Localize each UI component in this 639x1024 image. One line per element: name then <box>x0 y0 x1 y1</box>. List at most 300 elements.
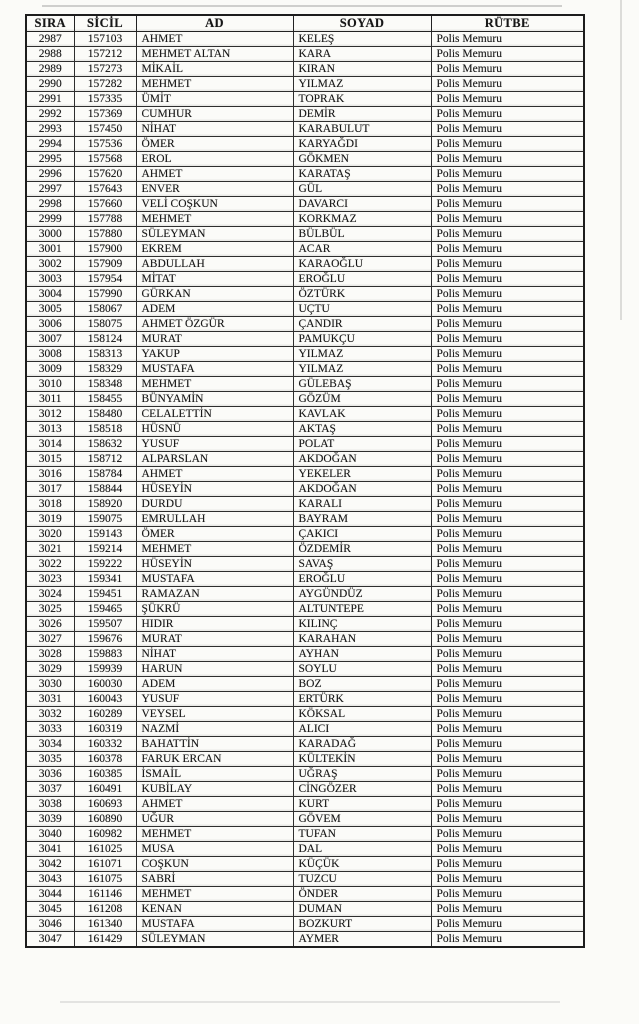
cell-rutbe: Polis Memuru <box>431 152 584 167</box>
table-row <box>26 857 584 872</box>
cell-soyad: KIRAN <box>293 62 431 77</box>
table-row <box>26 182 584 197</box>
cell-sira: 2996 <box>26 167 74 182</box>
cell-sira: 3025 <box>26 602 74 617</box>
table-row <box>26 932 584 948</box>
cell-ad: İSMAİL <box>136 767 293 782</box>
cell-soyad: ACAR <box>293 242 431 257</box>
cell-rutbe: Polis Memuru <box>431 182 584 197</box>
table-row <box>26 392 584 407</box>
cell-rutbe: Polis Memuru <box>431 527 584 542</box>
cell-sira: 3011 <box>26 392 74 407</box>
cell-rutbe: Polis Memuru <box>431 422 584 437</box>
cell-soyad: CİNGÖZER <box>293 782 431 797</box>
cell-ad: ADEM <box>136 677 293 692</box>
cell-soyad: DUMAN <box>293 902 431 917</box>
table-row <box>26 272 584 287</box>
cell-sira: 2999 <box>26 212 74 227</box>
cell-ad: MEHMET <box>136 887 293 902</box>
cell-rutbe: Polis Memuru <box>431 47 584 62</box>
cell-ad: MEHMET <box>136 542 293 557</box>
cell-rutbe: Polis Memuru <box>431 542 584 557</box>
cell-sicil: 158329 <box>74 362 136 377</box>
cell-sicil: 158784 <box>74 467 136 482</box>
cell-ad: HIDIR <box>136 617 293 632</box>
cell-sicil: 160289 <box>74 707 136 722</box>
cell-ad: NİHAT <box>136 122 293 137</box>
cell-rutbe: Polis Memuru <box>431 617 584 632</box>
cell-ad: DURDU <box>136 497 293 512</box>
cell-rutbe: Polis Memuru <box>431 407 584 422</box>
cell-rutbe: Polis Memuru <box>431 887 584 902</box>
cell-ad: FARUK ERCAN <box>136 752 293 767</box>
table-row <box>26 302 584 317</box>
cell-sira: 3027 <box>26 632 74 647</box>
cell-ad: AHMET <box>136 467 293 482</box>
column-header-sira: SIRA <box>26 15 74 32</box>
table-row <box>26 212 584 227</box>
cell-rutbe: Polis Memuru <box>431 557 584 572</box>
table-row <box>26 422 584 437</box>
cell-ad: MİKAİL <box>136 62 293 77</box>
cell-rutbe: Polis Memuru <box>431 302 584 317</box>
cell-rutbe: Polis Memuru <box>431 857 584 872</box>
cell-soyad: KURT <box>293 797 431 812</box>
cell-sicil: 157335 <box>74 92 136 107</box>
table-row <box>26 572 584 587</box>
table-row <box>26 347 584 362</box>
cell-sicil: 160385 <box>74 767 136 782</box>
cell-ad: SABRİ <box>136 872 293 887</box>
cell-sicil: 159341 <box>74 572 136 587</box>
cell-soyad: YEKELER <box>293 467 431 482</box>
cell-ad: KUBİLAY <box>136 782 293 797</box>
cell-rutbe: Polis Memuru <box>431 362 584 377</box>
table-row <box>26 62 584 77</box>
cell-ad: MİTAT <box>136 272 293 287</box>
cell-sicil: 159507 <box>74 617 136 632</box>
cell-sicil: 157643 <box>74 182 136 197</box>
table-row <box>26 32 584 47</box>
cell-ad: EROL <box>136 152 293 167</box>
cell-soyad: KARA <box>293 47 431 62</box>
cell-soyad: AYHAN <box>293 647 431 662</box>
cell-soyad: KÖKSAL <box>293 707 431 722</box>
cell-rutbe: Polis Memuru <box>431 392 584 407</box>
cell-ad: MURAT <box>136 632 293 647</box>
cell-sicil: 160319 <box>74 722 136 737</box>
cell-ad: VEYSEL <box>136 707 293 722</box>
cell-sicil: 159676 <box>74 632 136 647</box>
cell-soyad: ERTÜRK <box>293 692 431 707</box>
cell-sira: 3012 <box>26 407 74 422</box>
cell-ad: MEHMET <box>136 827 293 842</box>
cell-ad: VELİ COŞKUN <box>136 197 293 212</box>
cell-ad: EKREM <box>136 242 293 257</box>
cell-sira: 3029 <box>26 662 74 677</box>
table-row <box>26 647 584 662</box>
cell-sicil: 160030 <box>74 677 136 692</box>
cell-sicil: 161208 <box>74 902 136 917</box>
cell-soyad: GÖVEM <box>293 812 431 827</box>
cell-sira: 3009 <box>26 362 74 377</box>
cell-rutbe: Polis Memuru <box>431 902 584 917</box>
cell-soyad: KARAHAN <box>293 632 431 647</box>
cell-rutbe: Polis Memuru <box>431 122 584 137</box>
cell-rutbe: Polis Memuru <box>431 767 584 782</box>
cell-ad: SÜLEYMAN <box>136 227 293 242</box>
cell-rutbe: Polis Memuru <box>431 692 584 707</box>
cell-rutbe: Polis Memuru <box>431 572 584 587</box>
cell-rutbe: Polis Memuru <box>431 662 584 677</box>
cell-sira: 3020 <box>26 527 74 542</box>
cell-ad: ADEM <box>136 302 293 317</box>
cell-soyad: KELEŞ <box>293 32 431 47</box>
cell-sira: 2987 <box>26 32 74 47</box>
table-row <box>26 317 584 332</box>
cell-rutbe: Polis Memuru <box>431 827 584 842</box>
table-row <box>26 872 584 887</box>
cell-rutbe: Polis Memuru <box>431 272 584 287</box>
cell-soyad: YILMAZ <box>293 77 431 92</box>
cell-soyad: GÜL <box>293 182 431 197</box>
cell-sicil: 158075 <box>74 317 136 332</box>
cell-rutbe: Polis Memuru <box>431 497 584 512</box>
cell-rutbe: Polis Memuru <box>431 587 584 602</box>
table-row <box>26 602 584 617</box>
cell-soyad: BOZKURT <box>293 917 431 932</box>
cell-sira: 3017 <box>26 482 74 497</box>
table-row <box>26 707 584 722</box>
cell-ad: ALPARSLAN <box>136 452 293 467</box>
cell-rutbe: Polis Memuru <box>431 107 584 122</box>
cell-rutbe: Polis Memuru <box>431 917 584 932</box>
cell-sira: 3003 <box>26 272 74 287</box>
table-row <box>26 467 584 482</box>
cell-sicil: 157282 <box>74 77 136 92</box>
cell-soyad: KÜÇÜK <box>293 857 431 872</box>
table-row <box>26 257 584 272</box>
table-row <box>26 362 584 377</box>
table-row <box>26 77 584 92</box>
cell-sicil: 160332 <box>74 737 136 752</box>
cell-sira: 3032 <box>26 707 74 722</box>
cell-sira: 2998 <box>26 197 74 212</box>
cell-soyad: TUZCU <box>293 872 431 887</box>
cell-sira: 3021 <box>26 542 74 557</box>
table-row <box>26 167 584 182</box>
cell-ad: CELALETTİN <box>136 407 293 422</box>
table-row <box>26 527 584 542</box>
cell-sira: 3030 <box>26 677 74 692</box>
cell-soyad: ÖZTÜRK <box>293 287 431 302</box>
cell-sicil: 158124 <box>74 332 136 347</box>
cell-sira: 3008 <box>26 347 74 362</box>
cell-sicil: 158632 <box>74 437 136 452</box>
table-row <box>26 407 584 422</box>
cell-ad: YUSUF <box>136 692 293 707</box>
cell-ad: NAZMİ <box>136 722 293 737</box>
table-row <box>26 677 584 692</box>
cell-ad: ENVER <box>136 182 293 197</box>
cell-sicil: 159451 <box>74 587 136 602</box>
cell-soyad: BÜLBÜL <box>293 227 431 242</box>
cell-sira: 3036 <box>26 767 74 782</box>
cell-rutbe: Polis Memuru <box>431 437 584 452</box>
cell-sira: 3014 <box>26 437 74 452</box>
cell-ad: MEHMET <box>136 212 293 227</box>
table-row <box>26 197 584 212</box>
cell-sicil: 161340 <box>74 917 136 932</box>
cell-sicil: 157369 <box>74 107 136 122</box>
cell-sira: 3005 <box>26 302 74 317</box>
cell-sira: 2992 <box>26 107 74 122</box>
cell-sicil: 158712 <box>74 452 136 467</box>
cell-sira: 3022 <box>26 557 74 572</box>
cell-soyad: KARAOĞLU <box>293 257 431 272</box>
cell-sicil: 157660 <box>74 197 136 212</box>
cell-sicil: 160982 <box>74 827 136 842</box>
cell-sira: 3028 <box>26 647 74 662</box>
cell-sira: 3015 <box>26 452 74 467</box>
cell-sira: 3038 <box>26 797 74 812</box>
table-row <box>26 512 584 527</box>
cell-ad: YAKUP <box>136 347 293 362</box>
cell-ad: MUSA <box>136 842 293 857</box>
cell-soyad: KORKMAZ <box>293 212 431 227</box>
cell-sicil: 157212 <box>74 47 136 62</box>
cell-sicil: 159883 <box>74 647 136 662</box>
cell-sicil: 159465 <box>74 602 136 617</box>
cell-sicil: 157568 <box>74 152 136 167</box>
cell-rutbe: Polis Memuru <box>431 632 584 647</box>
cell-soyad: EROĞLU <box>293 272 431 287</box>
cell-rutbe: Polis Memuru <box>431 797 584 812</box>
cell-rutbe: Polis Memuru <box>431 197 584 212</box>
cell-ad: AHMET <box>136 32 293 47</box>
cell-sira: 3013 <box>26 422 74 437</box>
cell-soyad: BOZ <box>293 677 431 692</box>
cell-rutbe: Polis Memuru <box>431 317 584 332</box>
table-row <box>26 242 584 257</box>
cell-sira: 3006 <box>26 317 74 332</box>
table-row <box>26 737 584 752</box>
cell-sira: 3018 <box>26 497 74 512</box>
cell-sicil: 160693 <box>74 797 136 812</box>
cell-soyad: ALICI <box>293 722 431 737</box>
cell-sira: 3042 <box>26 857 74 872</box>
cell-ad: ÖMER <box>136 527 293 542</box>
cell-sira: 3041 <box>26 842 74 857</box>
cell-sicil: 157880 <box>74 227 136 242</box>
cell-sira: 3004 <box>26 287 74 302</box>
cell-rutbe: Polis Memuru <box>431 227 584 242</box>
table-row <box>26 377 584 392</box>
cell-rutbe: Polis Memuru <box>431 332 584 347</box>
cell-sira: 2997 <box>26 182 74 197</box>
cell-ad: BAHATTİN <box>136 737 293 752</box>
cell-soyad: AKDOĞAN <box>293 452 431 467</box>
cell-sicil: 159222 <box>74 557 136 572</box>
header-row <box>26 15 584 32</box>
cell-sicil: 158844 <box>74 482 136 497</box>
table-row <box>26 752 584 767</box>
cell-soyad: AKDOĞAN <box>293 482 431 497</box>
cell-soyad: TOPRAK <box>293 92 431 107</box>
cell-ad: YUSUF <box>136 437 293 452</box>
table-row <box>26 452 584 467</box>
cell-sira: 3002 <box>26 257 74 272</box>
table-row <box>26 557 584 572</box>
cell-sira: 3023 <box>26 572 74 587</box>
cell-sira: 3044 <box>26 887 74 902</box>
personnel-roster-table <box>25 14 585 948</box>
cell-sicil: 157909 <box>74 257 136 272</box>
cell-rutbe: Polis Memuru <box>431 512 584 527</box>
cell-soyad: KÜLTEKİN <box>293 752 431 767</box>
cell-sicil: 158348 <box>74 377 136 392</box>
cell-sira: 2995 <box>26 152 74 167</box>
cell-sicil: 158067 <box>74 302 136 317</box>
cell-sira: 2991 <box>26 92 74 107</box>
cell-soyad: DAL <box>293 842 431 857</box>
cell-sicil: 158313 <box>74 347 136 362</box>
cell-sicil: 157103 <box>74 32 136 47</box>
cell-soyad: KARYAĞDI <box>293 137 431 152</box>
table-row <box>26 632 584 647</box>
cell-soyad: DEMİR <box>293 107 431 122</box>
cell-ad: MEHMET <box>136 377 293 392</box>
cell-rutbe: Polis Memuru <box>431 137 584 152</box>
cell-ad: MEHMET <box>136 77 293 92</box>
cell-sira: 2994 <box>26 137 74 152</box>
cell-sicil: 157536 <box>74 137 136 152</box>
cell-rutbe: Polis Memuru <box>431 647 584 662</box>
cell-rutbe: Polis Memuru <box>431 707 584 722</box>
cell-soyad: AYGÜNDÜZ <box>293 587 431 602</box>
table-row <box>26 827 584 842</box>
cell-ad: RAMAZAN <box>136 587 293 602</box>
cell-rutbe: Polis Memuru <box>431 452 584 467</box>
table-row <box>26 482 584 497</box>
cell-sira: 3035 <box>26 752 74 767</box>
cell-soyad: ALTUNTEPE <box>293 602 431 617</box>
cell-sira: 3000 <box>26 227 74 242</box>
cell-sicil: 157900 <box>74 242 136 257</box>
cell-sira: 3026 <box>26 617 74 632</box>
table-body <box>26 32 584 948</box>
cell-sira: 3034 <box>26 737 74 752</box>
cell-sicil: 157788 <box>74 212 136 227</box>
cell-rutbe: Polis Memuru <box>431 167 584 182</box>
cell-sira: 3033 <box>26 722 74 737</box>
cell-ad: MUSTAFA <box>136 572 293 587</box>
cell-ad: HÜSEYİN <box>136 557 293 572</box>
table-row <box>26 92 584 107</box>
table-row <box>26 842 584 857</box>
table-row <box>26 662 584 677</box>
table-row <box>26 692 584 707</box>
cell-soyad: PAMUKÇU <box>293 332 431 347</box>
cell-ad: HÜSEYİN <box>136 482 293 497</box>
cell-sicil: 159214 <box>74 542 136 557</box>
cell-ad: MUSTAFA <box>136 362 293 377</box>
cell-rutbe: Polis Memuru <box>431 242 584 257</box>
cell-sicil: 161071 <box>74 857 136 872</box>
cell-ad: NİHAT <box>136 647 293 662</box>
cell-rutbe: Polis Memuru <box>431 737 584 752</box>
cell-ad: ÖMER <box>136 137 293 152</box>
table-row <box>26 722 584 737</box>
cell-ad: AHMET <box>136 167 293 182</box>
cell-sira: 3007 <box>26 332 74 347</box>
cell-rutbe: Polis Memuru <box>431 722 584 737</box>
cell-sira: 3010 <box>26 377 74 392</box>
cell-sicil: 160378 <box>74 752 136 767</box>
table-row <box>26 767 584 782</box>
table-row <box>26 917 584 932</box>
cell-soyad: ÇAKICI <box>293 527 431 542</box>
cell-soyad: KARABULUT <box>293 122 431 137</box>
cell-rutbe: Polis Memuru <box>431 212 584 227</box>
cell-rutbe: Polis Memuru <box>431 872 584 887</box>
table-row <box>26 542 584 557</box>
cell-soyad: GÖKMEN <box>293 152 431 167</box>
cell-soyad: GÖZÜM <box>293 392 431 407</box>
cell-rutbe: Polis Memuru <box>431 92 584 107</box>
cell-sicil: 160890 <box>74 812 136 827</box>
cell-rutbe: Polis Memuru <box>431 482 584 497</box>
cell-soyad: TUFAN <box>293 827 431 842</box>
cell-rutbe: Polis Memuru <box>431 782 584 797</box>
cell-soyad: KARATAŞ <box>293 167 431 182</box>
cell-sicil: 161025 <box>74 842 136 857</box>
table-row <box>26 497 584 512</box>
cell-ad: ŞÜKRÜ <box>136 602 293 617</box>
table-row <box>26 137 584 152</box>
table-row <box>26 47 584 62</box>
column-header-sicil: SİCİL <box>74 15 136 32</box>
cell-soyad: ÖZDEMİR <box>293 542 431 557</box>
table-row <box>26 287 584 302</box>
table-row <box>26 107 584 122</box>
cell-sicil: 159075 <box>74 512 136 527</box>
cell-rutbe: Polis Memuru <box>431 842 584 857</box>
cell-sira: 2988 <box>26 47 74 62</box>
cell-soyad: ÇANDIR <box>293 317 431 332</box>
column-header-ad: AD <box>136 15 293 32</box>
column-header-rutbe: RÜTBE <box>431 15 584 32</box>
cell-ad: HÜSNÜ <box>136 422 293 437</box>
cell-sira: 3019 <box>26 512 74 527</box>
cell-sira: 3001 <box>26 242 74 257</box>
cell-sicil: 157273 <box>74 62 136 77</box>
cell-sira: 3047 <box>26 932 74 948</box>
cell-rutbe: Polis Memuru <box>431 812 584 827</box>
cell-sicil: 157990 <box>74 287 136 302</box>
table-row <box>26 152 584 167</box>
cell-ad: CUMHUR <box>136 107 293 122</box>
cell-sicil: 161075 <box>74 872 136 887</box>
cell-soyad: YILMAZ <box>293 362 431 377</box>
cell-rutbe: Polis Memuru <box>431 257 584 272</box>
table-row <box>26 812 584 827</box>
cell-soyad: SOYLU <box>293 662 431 677</box>
table-row <box>26 902 584 917</box>
cell-sicil: 159939 <box>74 662 136 677</box>
cell-soyad: UÇTU <box>293 302 431 317</box>
cell-ad: SÜLEYMAN <box>136 932 293 948</box>
